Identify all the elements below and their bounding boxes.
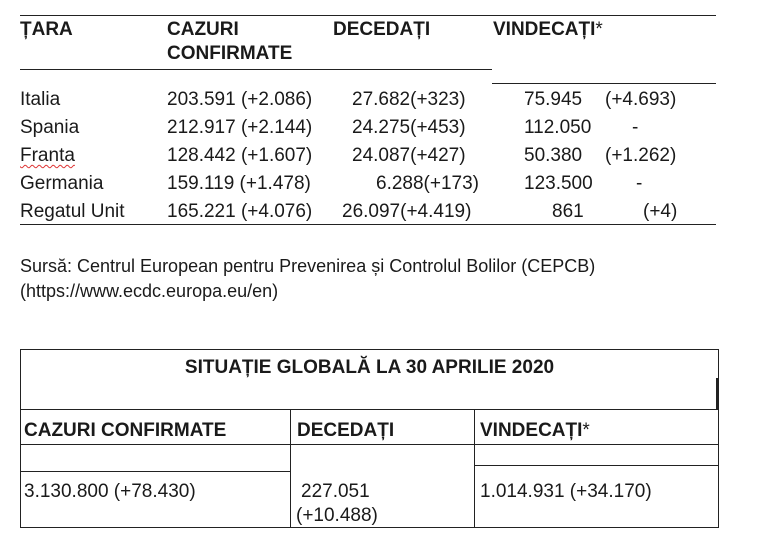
cell-recovered: 861	[552, 201, 584, 222]
global-header-deaths: DECEDAȚI	[297, 420, 395, 441]
source-line-2: (https://www.ecdc.europa.eu/en)	[20, 281, 279, 301]
cell-recovered-delta: (+4.693)	[605, 89, 677, 110]
cell-recovered: 50.380	[524, 145, 583, 166]
global-value-recovered: 1.014.931 (+34.170)	[480, 481, 652, 502]
cell-confirmed: 128.442 (+1.607)	[167, 145, 313, 166]
title-separator	[20, 409, 719, 410]
column-divider-2	[474, 409, 475, 527]
header-recovered-label: VINDECAȚI	[493, 19, 596, 40]
cell-recovered: 123.500	[524, 173, 593, 194]
global-right-border-accent	[716, 378, 719, 410]
header-bottom-rule-right	[474, 465, 719, 466]
cell-recovered: 112.050	[524, 117, 592, 138]
global-header-recovered	[480, 420, 590, 442]
cell-deaths: 24.087(+427)	[352, 145, 466, 166]
global-header-recovered-label: VINDECAȚI	[480, 420, 583, 441]
cell-recovered: 75.945	[524, 89, 583, 110]
header-rule-recovered	[492, 83, 716, 84]
cell-recovered-delta: (+1.262)	[605, 145, 677, 166]
header-confirmed-line2: CONFIRMATE	[167, 43, 293, 64]
cell-deaths: 24.275(+453)	[352, 117, 466, 138]
global-value-deaths-line1: 227.051	[301, 481, 370, 502]
cell-confirmed: 203.591 (+2.086)	[167, 89, 313, 110]
header-confirmed-line1: CAZURI	[167, 19, 239, 40]
cell-deaths: 27.682(+323)	[352, 89, 466, 110]
header-country: ȚARA	[20, 19, 73, 40]
global-value-confirmed: 3.130.800 (+78.430)	[24, 481, 196, 502]
global-header-confirmed: CAZURI CONFIRMATE	[24, 420, 227, 441]
asterisk-mark: *	[582, 420, 590, 441]
cell-country: Germania	[20, 173, 104, 194]
cell-recovered-delta: -	[636, 173, 643, 194]
source-line-1: Sursă: Centrul European pentru Prevenirea și Controlul Bolilor (CEPCB)	[20, 256, 596, 276]
cell-country: Regatul Unit	[20, 201, 125, 222]
cell-confirmed: 165.221 (+4.076)	[167, 201, 313, 222]
global-top-border	[20, 349, 719, 350]
cell-country: Spania	[20, 117, 80, 138]
cell-recovered-delta: -	[632, 117, 639, 138]
table-bottom-rule	[20, 224, 716, 225]
column-divider-1	[290, 409, 291, 527]
asterisk-mark: *	[595, 19, 603, 40]
global-value-deaths-line2: (+10.488)	[296, 505, 378, 526]
header-inner-rule	[20, 444, 719, 445]
header-rule	[20, 69, 492, 70]
header-bottom-rule-left	[20, 471, 290, 472]
cell-recovered-delta: (+4)	[643, 201, 678, 222]
table-top-rule	[20, 15, 716, 16]
cell-country: Italia	[20, 89, 61, 110]
global-title: SITUAȚIE GLOBALĂ LA 30 APRILIE 2020	[184, 357, 555, 378]
header-recovered	[493, 19, 603, 41]
cell-deaths: 26.097(+4.419)	[342, 201, 472, 222]
cell-confirmed: 159.119 (+1.478)	[167, 173, 311, 194]
header-deaths: DECEDAȚI	[333, 19, 431, 40]
cell-deaths: 6.288(+173)	[376, 173, 479, 194]
cell-country: Franta	[20, 145, 75, 166]
cell-confirmed: 212.917 (+2.144)	[167, 117, 313, 138]
